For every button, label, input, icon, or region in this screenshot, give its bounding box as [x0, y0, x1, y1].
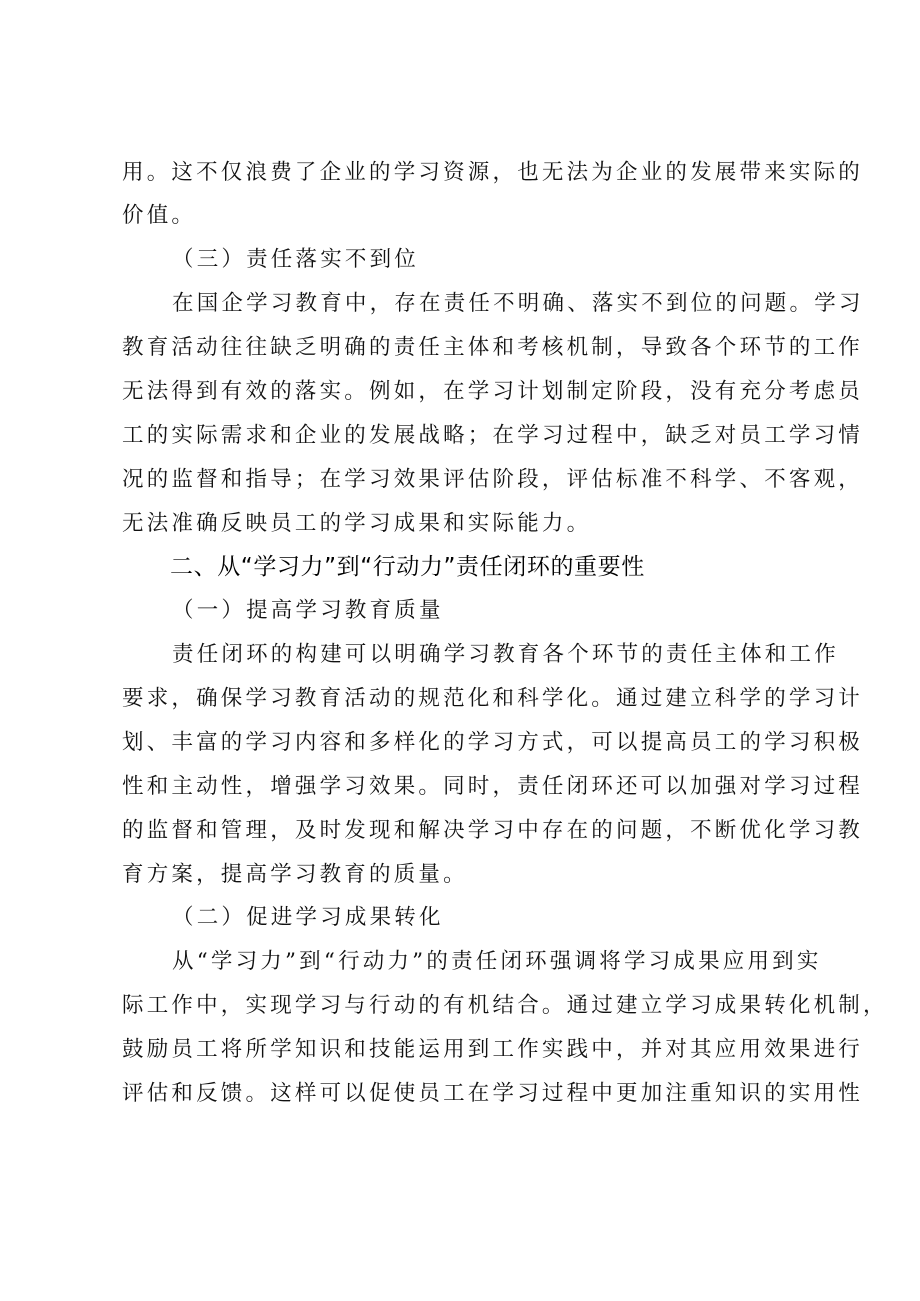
paragraph-line-text: 在国企学习教育中，存在责任不明确、落实不到位的问题。学习 [172, 291, 864, 316]
paragraph-line-text: 评估和反馈。这样可以促使员工在学习过程中更加注重知识的实用性 [122, 1081, 864, 1106]
paragraph-line-text: 况的监督和指导；在学习效果评估阶段，评估标准不科学、不客观， [122, 467, 864, 492]
paragraph-line-text: 际工作中，实现学习与行动的有机结合。通过建立学习成果转化机制， [122, 993, 888, 1018]
paragraph-line-text: 教育活动往往缺乏明确的责任主体和考核机制，导致各个环节的工作 [122, 335, 864, 360]
paragraph-line-text: 价值。 [122, 203, 197, 228]
paragraph-line-text: 无法得到有效的落实。例如，在学习计划制定阶段，没有充分考虑员 [122, 379, 864, 404]
paragraph-line-text: 划、丰富的学习内容和多样化的学习方式，可以提高员工的学习积极 [122, 730, 864, 755]
paragraph-line-text: 从“学习力”到“行动力”的责任闭环强调将学习成果应用到实 [172, 949, 822, 974]
paragraph-line-text: 性和主动性，增强学习效果。同时，责任闭环还可以加强对学习过程 [122, 774, 864, 799]
subheading-text: （二）促进学习成果转化 [172, 905, 444, 930]
paragraph-line-text: 责任闭环的构建可以明确学习教育各个环节的责任主体和工作 [172, 642, 839, 667]
paragraph-line-text: 鼓励员工将所学知识和技能运用到工作实践中，并对其应用效果进行 [122, 1037, 864, 1062]
paragraph-line-text: 要求，确保学习教育活动的规范化和科学化。通过建立科学的学习计 [122, 686, 864, 711]
subheading-text: （一）提高学习教育质量 [172, 598, 444, 623]
paragraph-line-text: 育方案，提高学习教育的质量。 [122, 862, 468, 887]
paragraph-line-text: 无法准确反映员工的学习成果和实际能力。 [122, 511, 592, 536]
paragraph-line-text: 用。这不仅浪费了企业的学习资源，也无法为企业的发展带来实际的 [122, 160, 864, 185]
section-heading-text: 二、从“学习力”到“行动力”责任闭环的重要性 [170, 554, 645, 580]
paragraph-line-text: 的监督和管理，及时发现和解决学习中存在的问题，不断优化学习教 [122, 818, 864, 843]
subheading-text: （三）责任落实不到位 [172, 247, 420, 272]
paragraph-line-text: 工的实际需求和企业的发展战略；在学习过程中，缺乏对员工学习情 [122, 423, 864, 448]
